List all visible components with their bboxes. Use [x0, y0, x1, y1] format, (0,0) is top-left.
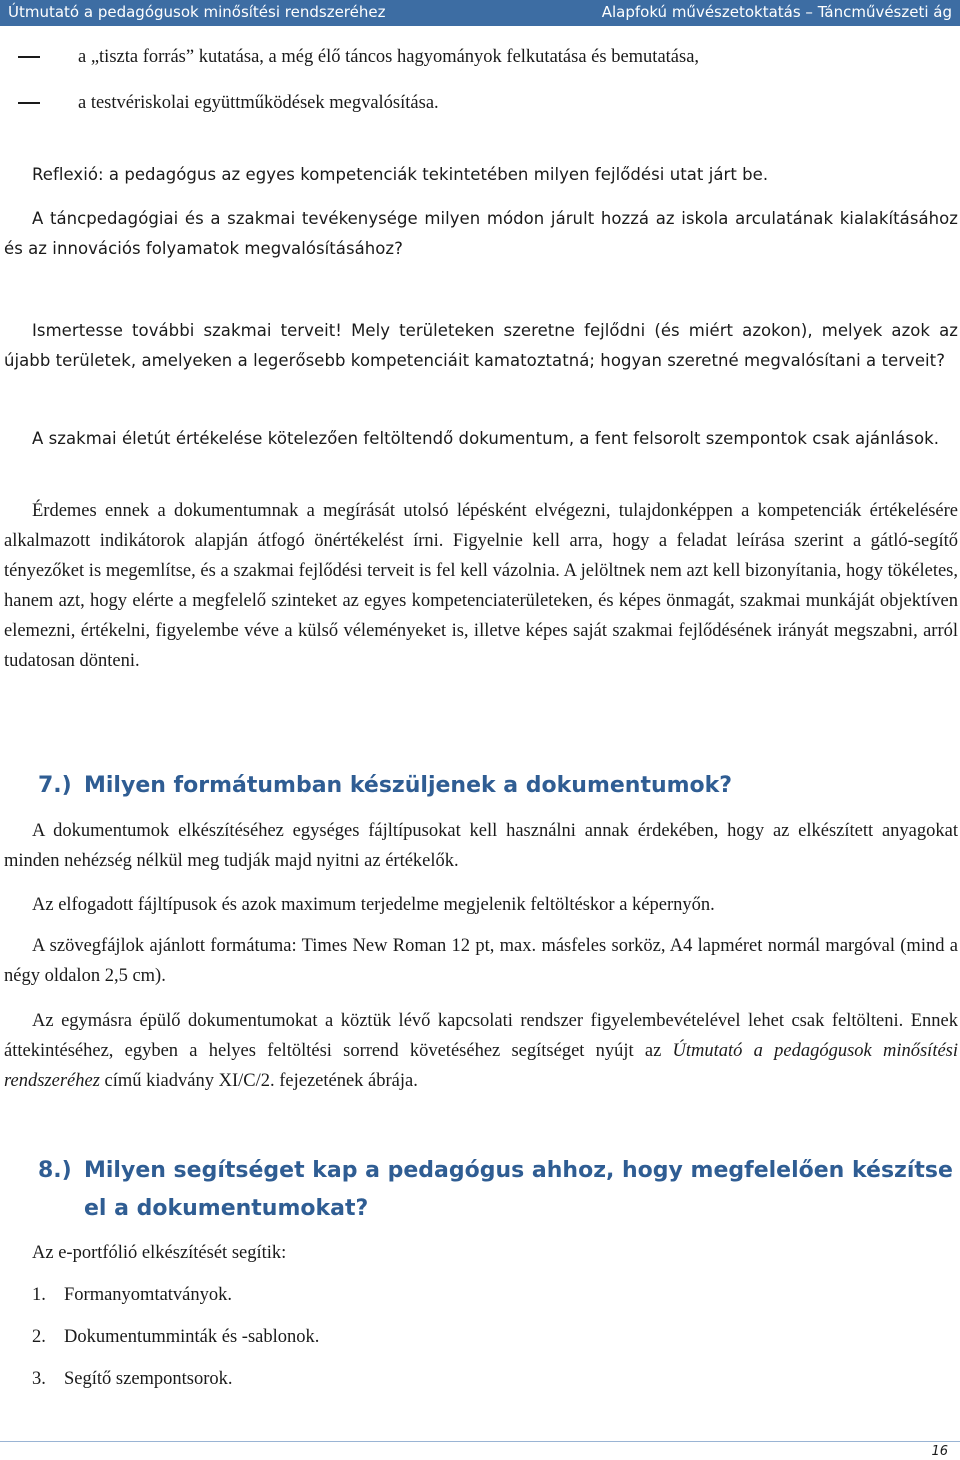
reflexio-question: A táncpedagógiai és a szakmai tevékenysége milyen módon járult hozzá az iskola arculatának kialakításához és az innovációs folyamatok megvalósításához?	[4, 209, 958, 258]
section-7-p3: A szövegfájlok ajánlott formátuma: Times New Roman 12 pt, max. másfeles sorköz, A4 lapméret normál margóval (mind a négy oldalon 2,5 cm).	[4, 936, 958, 986]
header-right-title: Alapfokú művészetoktatás – Táncművészeti ág	[601, 3, 952, 21]
section-7-number: 7.)	[38, 773, 72, 798]
plans-paragraph	[4, 316, 958, 376]
list-number: 1.	[32, 1285, 46, 1305]
section-8-title: Milyen segítséget kap a pedagógus ahhoz, hogy megfelelően készítse el a dokumentumokat?	[84, 1158, 953, 1221]
dash-bullet-icon	[18, 56, 40, 58]
list-item	[32, 1282, 232, 1308]
plans-lead: Ismertesse további szakmai terveit!	[32, 321, 342, 340]
dash-bullet-icon	[18, 102, 40, 104]
section-7-heading	[38, 767, 953, 805]
footer-divider	[0, 1441, 960, 1442]
section-7-p2: Az elfogadott fájltípusok és azok maximum terjedelme megjelenik feltöltéskor a képernyőn.	[32, 895, 715, 915]
section-8-number: 8.)	[38, 1158, 72, 1183]
section-8-heading	[38, 1152, 953, 1228]
section-7-p1: A dokumentumok elkészítéséhez egységes fájltípusokat kell használni annak érdekében, hogy az elkészített anyagokat minden nehézség nélkül meg tudják majd nyitni az értékelők.	[4, 821, 958, 871]
list-item	[32, 1366, 233, 1392]
page-number: 16	[931, 1444, 948, 1459]
running-header	[0, 0, 960, 26]
section-7-title: Milyen formátumban készüljenek a dokumentumok?	[84, 773, 733, 798]
bullet-text: a „tiszta forrás” kutatása, a még élő táncos hagyományok felkutatása és bemutatása,	[78, 47, 700, 67]
section-7-p4-a: Az egymásra épülő dokumentumokat a köztük lévő kapcsolati rendszer figyelembevételével lehet csak feltölteni. Ennek áttekintéséhez, egyben a helyes feltöltési sorrend követéséhez segítséget nyújt az	[4, 1011, 958, 1061]
list-text: Formanyomtatványok.	[64, 1285, 233, 1305]
section-7-p4-b: című kiadvány XI/C/2. fejezetének ábrája.	[99, 1071, 418, 1091]
guide-title-italic: Útmutató a pedagógusok minősítési rendszeréhez	[4, 1041, 959, 1091]
plans-rest: Mely területeken szeretne fejlődni (és miért azokon), melyek azok az újabb területek, amelyeken a legerősebb kompetenciáit kamatoztatná; hogyan szeretné megvalósítani a terveit?	[4, 321, 958, 370]
bullet-text: a testvériskolai együttműködések megvalósítása.	[78, 93, 439, 113]
reflexio-line: Reflexió: a pedagógus az egyes kompetenciák tekintetében milyen fejlődési utat járt be.	[32, 165, 769, 184]
header-left-title: Útmutató a pedagógusok minősítési rendszeréhez	[8, 3, 386, 21]
list-text: Dokumentumminták és -sablonok.	[64, 1327, 320, 1347]
section-8-intro: Az e-portfólió elkészítését segítik:	[32, 1243, 287, 1263]
list-number: 3.	[32, 1369, 46, 1389]
advice-paragraph: Érdemes ennek a dokumentumnak a megírását utolsó lépésként elvégezni, tulajdonképpen a kompetenciák értékelésére alkalmazott indikátorok alapján átfogó önértékelést írni. Figyelnie kell arra, hogy a feladat leírása szerint a gátló-segítő tényezőket is megemlítse, és a szakmai fejlődési terveit is fel kell vázolnia. A jelöltnek nem azt kell bizonyítania, hogy tökéletes, hanem azt, hogy elérte a megfelelő szinteket az egyes kompetenciaterületeken, és képes önmagát, szakmai munkáját objektíven elemezni, értékelni, figyelembe véve a külső véleményeket is, illetve képes saját szakmai fejlődésének irányát megszabni, arról tudatosan dönteni.	[4, 501, 958, 671]
list-item	[32, 1324, 319, 1350]
section-7-p4	[4, 1006, 958, 1096]
list-number: 2.	[32, 1327, 46, 1347]
list-text: Segítő szempontsorok.	[64, 1369, 233, 1389]
mandatory-note: A szakmai életút értékelése kötelezően feltöltendő dokumentum, a fent felsorolt szempontok csak ajánlások.	[32, 429, 939, 448]
